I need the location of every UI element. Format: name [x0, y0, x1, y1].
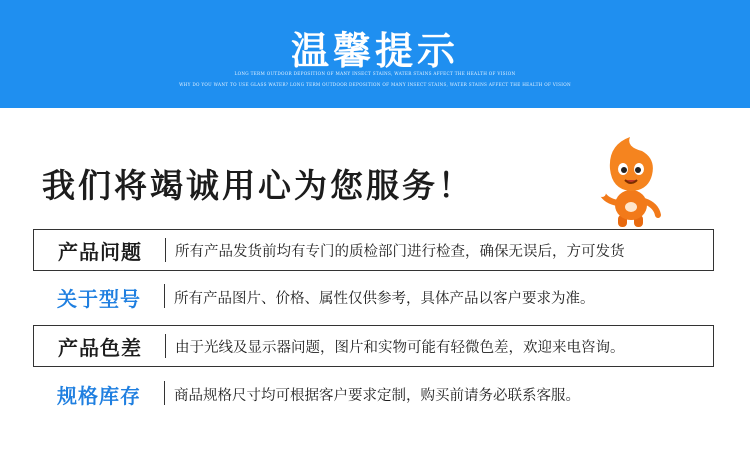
row-text: 由于光线及显示器问题，图片和实物可能有轻微色差，欢迎来电咨询。: [175, 339, 625, 356]
row-divider: [164, 381, 165, 405]
banner-title: 温馨提示: [290, 29, 459, 73]
row-label: 产品问题: [58, 239, 142, 264]
row-divider: [165, 238, 166, 262]
row-divider: [165, 334, 166, 358]
orange-mascot-icon: [596, 131, 666, 231]
info-row-color-difference: [33, 325, 714, 367]
info-row-spec-stock: [33, 373, 714, 415]
row-text: 商品规格尺寸均可根据客户要求定制，购买前请务必联系客服。: [174, 387, 580, 404]
banner-subtitle-line-1: LONG TERM OUTDOOR DEPOSITION OF MANY INSECT STAINS, WATER STAINS AFFECT THE HEALTH OF VISION: [234, 71, 516, 76]
row-divider: [164, 284, 165, 308]
header-banner: [0, 0, 750, 108]
service-headline: 我们将竭诚用心为您服务！: [42, 166, 474, 205]
info-row-product-issue: [33, 229, 714, 271]
row-label: 规格库存: [57, 383, 141, 408]
banner-subtitle-line-2: WHY DO YOU WANT TO USE GLASS WATER? LONG TERM OUTDOOR DEPOSITION OF MANY INSECT STAINS, WATER STAINS AFFECT THE HEALTH OF VISION: [179, 82, 571, 87]
row-text: 所有产品发货前均有专门的质检部门进行检查，确保无误后，方可发货: [175, 243, 625, 260]
row-label: 产品色差: [58, 335, 142, 360]
row-text: 所有产品图片、价格、属性仅供参考，具体产品以客户要求为准。: [174, 290, 595, 307]
row-label: 关于型号: [57, 286, 141, 311]
info-row-model: [33, 276, 714, 318]
